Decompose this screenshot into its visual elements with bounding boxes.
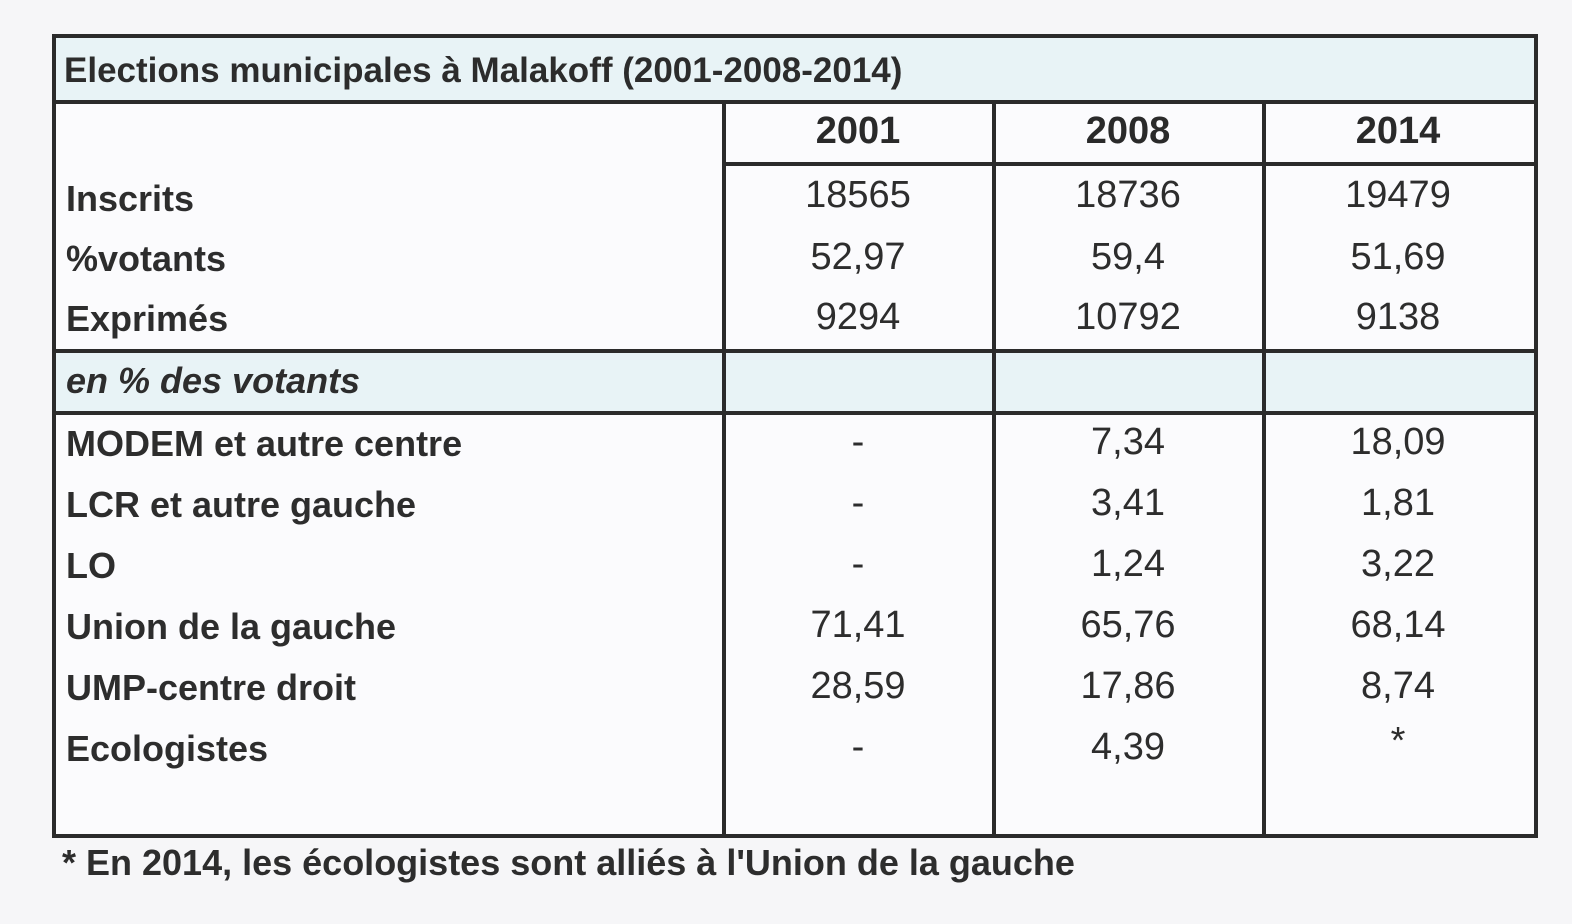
table-cell: -	[851, 543, 865, 585]
table-cell: *	[1390, 720, 1406, 762]
table-cell: -	[851, 482, 865, 524]
table-cell: 10792	[1075, 296, 1181, 338]
table-cell: 17,86	[1080, 665, 1176, 707]
section-bottom-line	[56, 411, 1534, 415]
row-label-lcr: LCR et autre gauche	[66, 484, 417, 525]
year-header-2008: 2008	[1085, 110, 1171, 152]
section-label: en % des votants	[66, 360, 361, 401]
column-divider	[722, 104, 726, 838]
table-cell: 9138	[1355, 296, 1441, 338]
row-label-exprimes: Exprimés	[66, 298, 229, 339]
table-cell: -	[851, 421, 865, 463]
table-cell: 18736	[1075, 174, 1181, 216]
table-cell: -	[851, 726, 865, 768]
row-label-inscrits: Inscrits	[66, 178, 195, 219]
year-header-2014: 2014	[1355, 110, 1441, 152]
table-cell: 9294	[815, 296, 901, 338]
table-cell: 19479	[1345, 174, 1451, 216]
column-divider	[992, 104, 996, 838]
row-label-ecologistes: Ecologistes	[66, 728, 269, 769]
table-cell: 7,34	[1091, 421, 1165, 463]
table-cell: 18565	[805, 174, 911, 216]
table-cell: 51,69	[1350, 236, 1446, 278]
table-cell: 52,97	[810, 236, 906, 278]
table-cell: 4,39	[1091, 726, 1165, 768]
column-divider	[1262, 104, 1266, 838]
year-header-underline	[722, 162, 1534, 166]
table-cell: 68,14	[1350, 604, 1446, 646]
table-cell: 3,41	[1091, 482, 1165, 524]
table-cell: 28,59	[810, 665, 906, 707]
row-label-lo: LO	[66, 545, 116, 586]
table-cell: 8,74	[1361, 665, 1435, 707]
row-label-union-gauche: Union de la gauche	[66, 606, 397, 647]
row-label-ump: UMP-centre droit	[66, 667, 357, 708]
footnote: * En 2014, les écologistes sont alliés à l'Union de la gauche	[62, 842, 1075, 883]
table-cell: 59,4	[1091, 236, 1165, 278]
table-cell: 71,41	[810, 604, 906, 646]
table-cell: 3,22	[1361, 543, 1435, 585]
year-header-2001: 2001	[815, 110, 901, 152]
table-cell: 18,09	[1350, 421, 1446, 463]
table-cell: 1,24	[1091, 543, 1165, 585]
table-cell: 65,76	[1080, 604, 1176, 646]
row-label-votants: %votants	[66, 238, 227, 279]
table-cell: 1,81	[1361, 482, 1435, 524]
section-top-line	[56, 349, 1534, 353]
results-table	[52, 34, 1538, 838]
table-title: Elections municipales à Malakoff (2001-2008-2014)	[56, 38, 1534, 104]
row-label-modem: MODEM et autre centre	[66, 423, 463, 464]
